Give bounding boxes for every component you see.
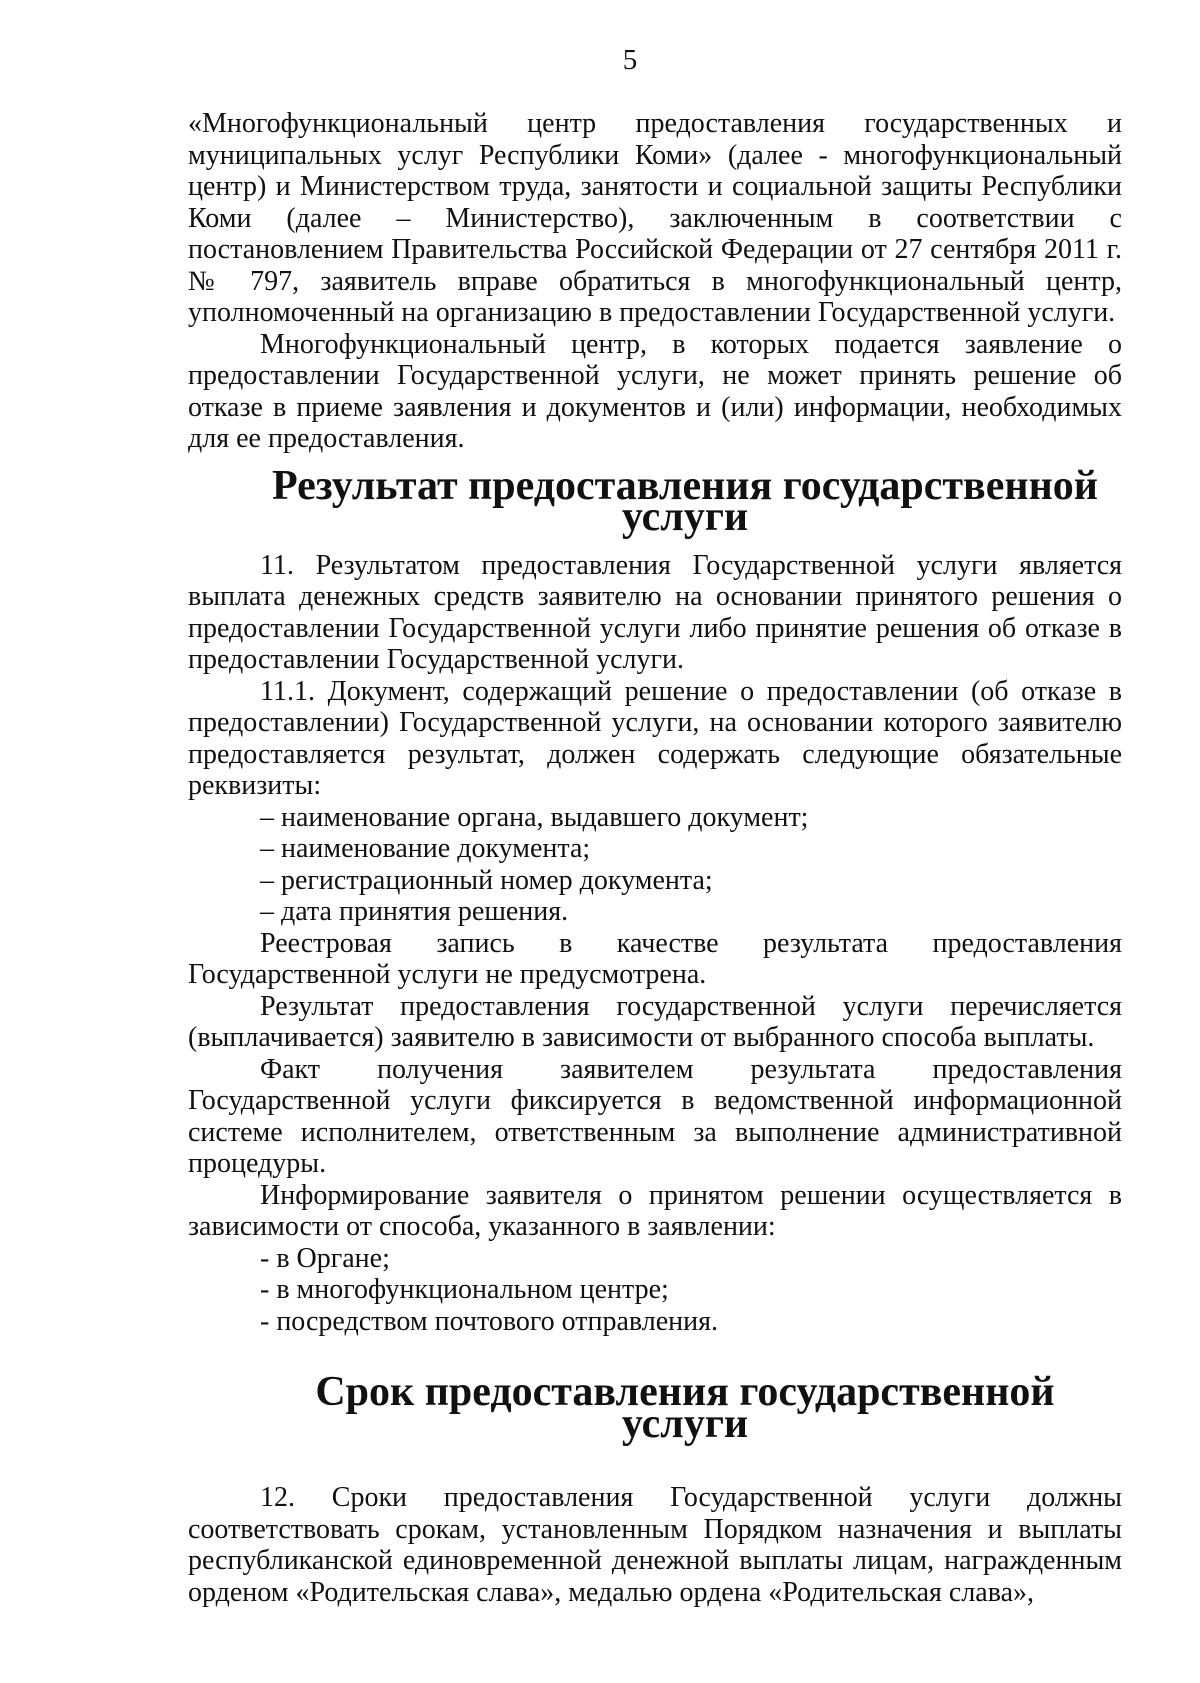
page-number: 5 bbox=[622, 44, 638, 76]
paragraph-transfer: Результат предоставления государственной услуги перечисляется (выплачивается) заявителю в зависимости от выбранного способа выплаты. bbox=[188, 990, 1122, 1053]
list-item: - в многофункциональном центре; bbox=[260, 1274, 669, 1305]
paragraph-12: 12. Сроки предоставления Государственной услуги должны соответствовать срокам, установленным Порядком назначения и выплаты республиканской единовременной денежной выплаты лицам, награжденным орденом «Родительская слава», медалью ордена «Родительская слава», bbox=[188, 1482, 1122, 1608]
section-heading-result: Результат предоставления государственной услуги bbox=[272, 462, 1098, 540]
paragraph-registry: Реестровая запись в качестве результата предоставления Государственной услуги не предусмотрена. bbox=[188, 927, 1122, 990]
paragraph-11-1: 11.1. Документ, содержащий решение о предоставлении (об отказе в предоставлении) Государственной услуги, на основании которого заявителю предоставляется результат, должен содержать следующие обязательные реквизиты: bbox=[188, 675, 1122, 801]
list-item: – наименование документа; bbox=[260, 833, 591, 864]
list-item: – дата принятия решения. bbox=[260, 896, 569, 927]
document-body bbox=[188, 108, 1122, 1608]
list-item: – наименование органа, выдавшего документ; bbox=[260, 801, 809, 833]
paragraph-inform: Информирование заявителя о принятом решении осуществляется в зависимости от способа, указанного в заявлении: bbox=[188, 1179, 1122, 1242]
list-item: - посредством почтового отправления. bbox=[260, 1305, 719, 1337]
list-item: – регистрационный номер документа; bbox=[260, 864, 713, 896]
inform-methods-list bbox=[188, 1243, 1122, 1338]
paragraph-11: 11. Результатом предоставления Государственной услуги является выплата денежных средств заявителю на основании принятого решения о предоставлении Государственной услуги либо принятие решения об отказе в предоставлении Государственной услуги. bbox=[188, 549, 1122, 675]
paragraph-mfc-agreement: «Многофункциональный центр предоставления государственных и муниципальных услуг Республики Коми» (далее - многофункциональный центр) и Министерством труда, занятости и социальной защиты Республики Коми (далее – Министерство), заключенным в соответствии с постановлением Правительства Российской Федерации от 27 сентября 2011 г. № 797, заявитель вправе обратиться в многофункциональный центр, уполномоченный на организацию в предоставлении Государственной услуги. bbox=[188, 108, 1122, 328]
paragraph-fact: Факт получения заявителем результата предоставления Государственной услуги фиксируется в ведомственной информационной системе исполнителем, ответственным за выполнение административной процедуры. bbox=[188, 1053, 1122, 1179]
requisites-list bbox=[188, 802, 1122, 928]
paragraph-mfc-refusal: Многофункциональный центр, в которых подается заявление о предоставлении Государственной услуги, не может принять решение об отказе в приеме заявления и документов и (или) информации, необходимых для ее предоставления. bbox=[188, 328, 1122, 454]
section-heading-term: Срок предоставления государственной услуги bbox=[315, 1369, 1055, 1447]
list-item: - в Органе; bbox=[260, 1242, 390, 1274]
